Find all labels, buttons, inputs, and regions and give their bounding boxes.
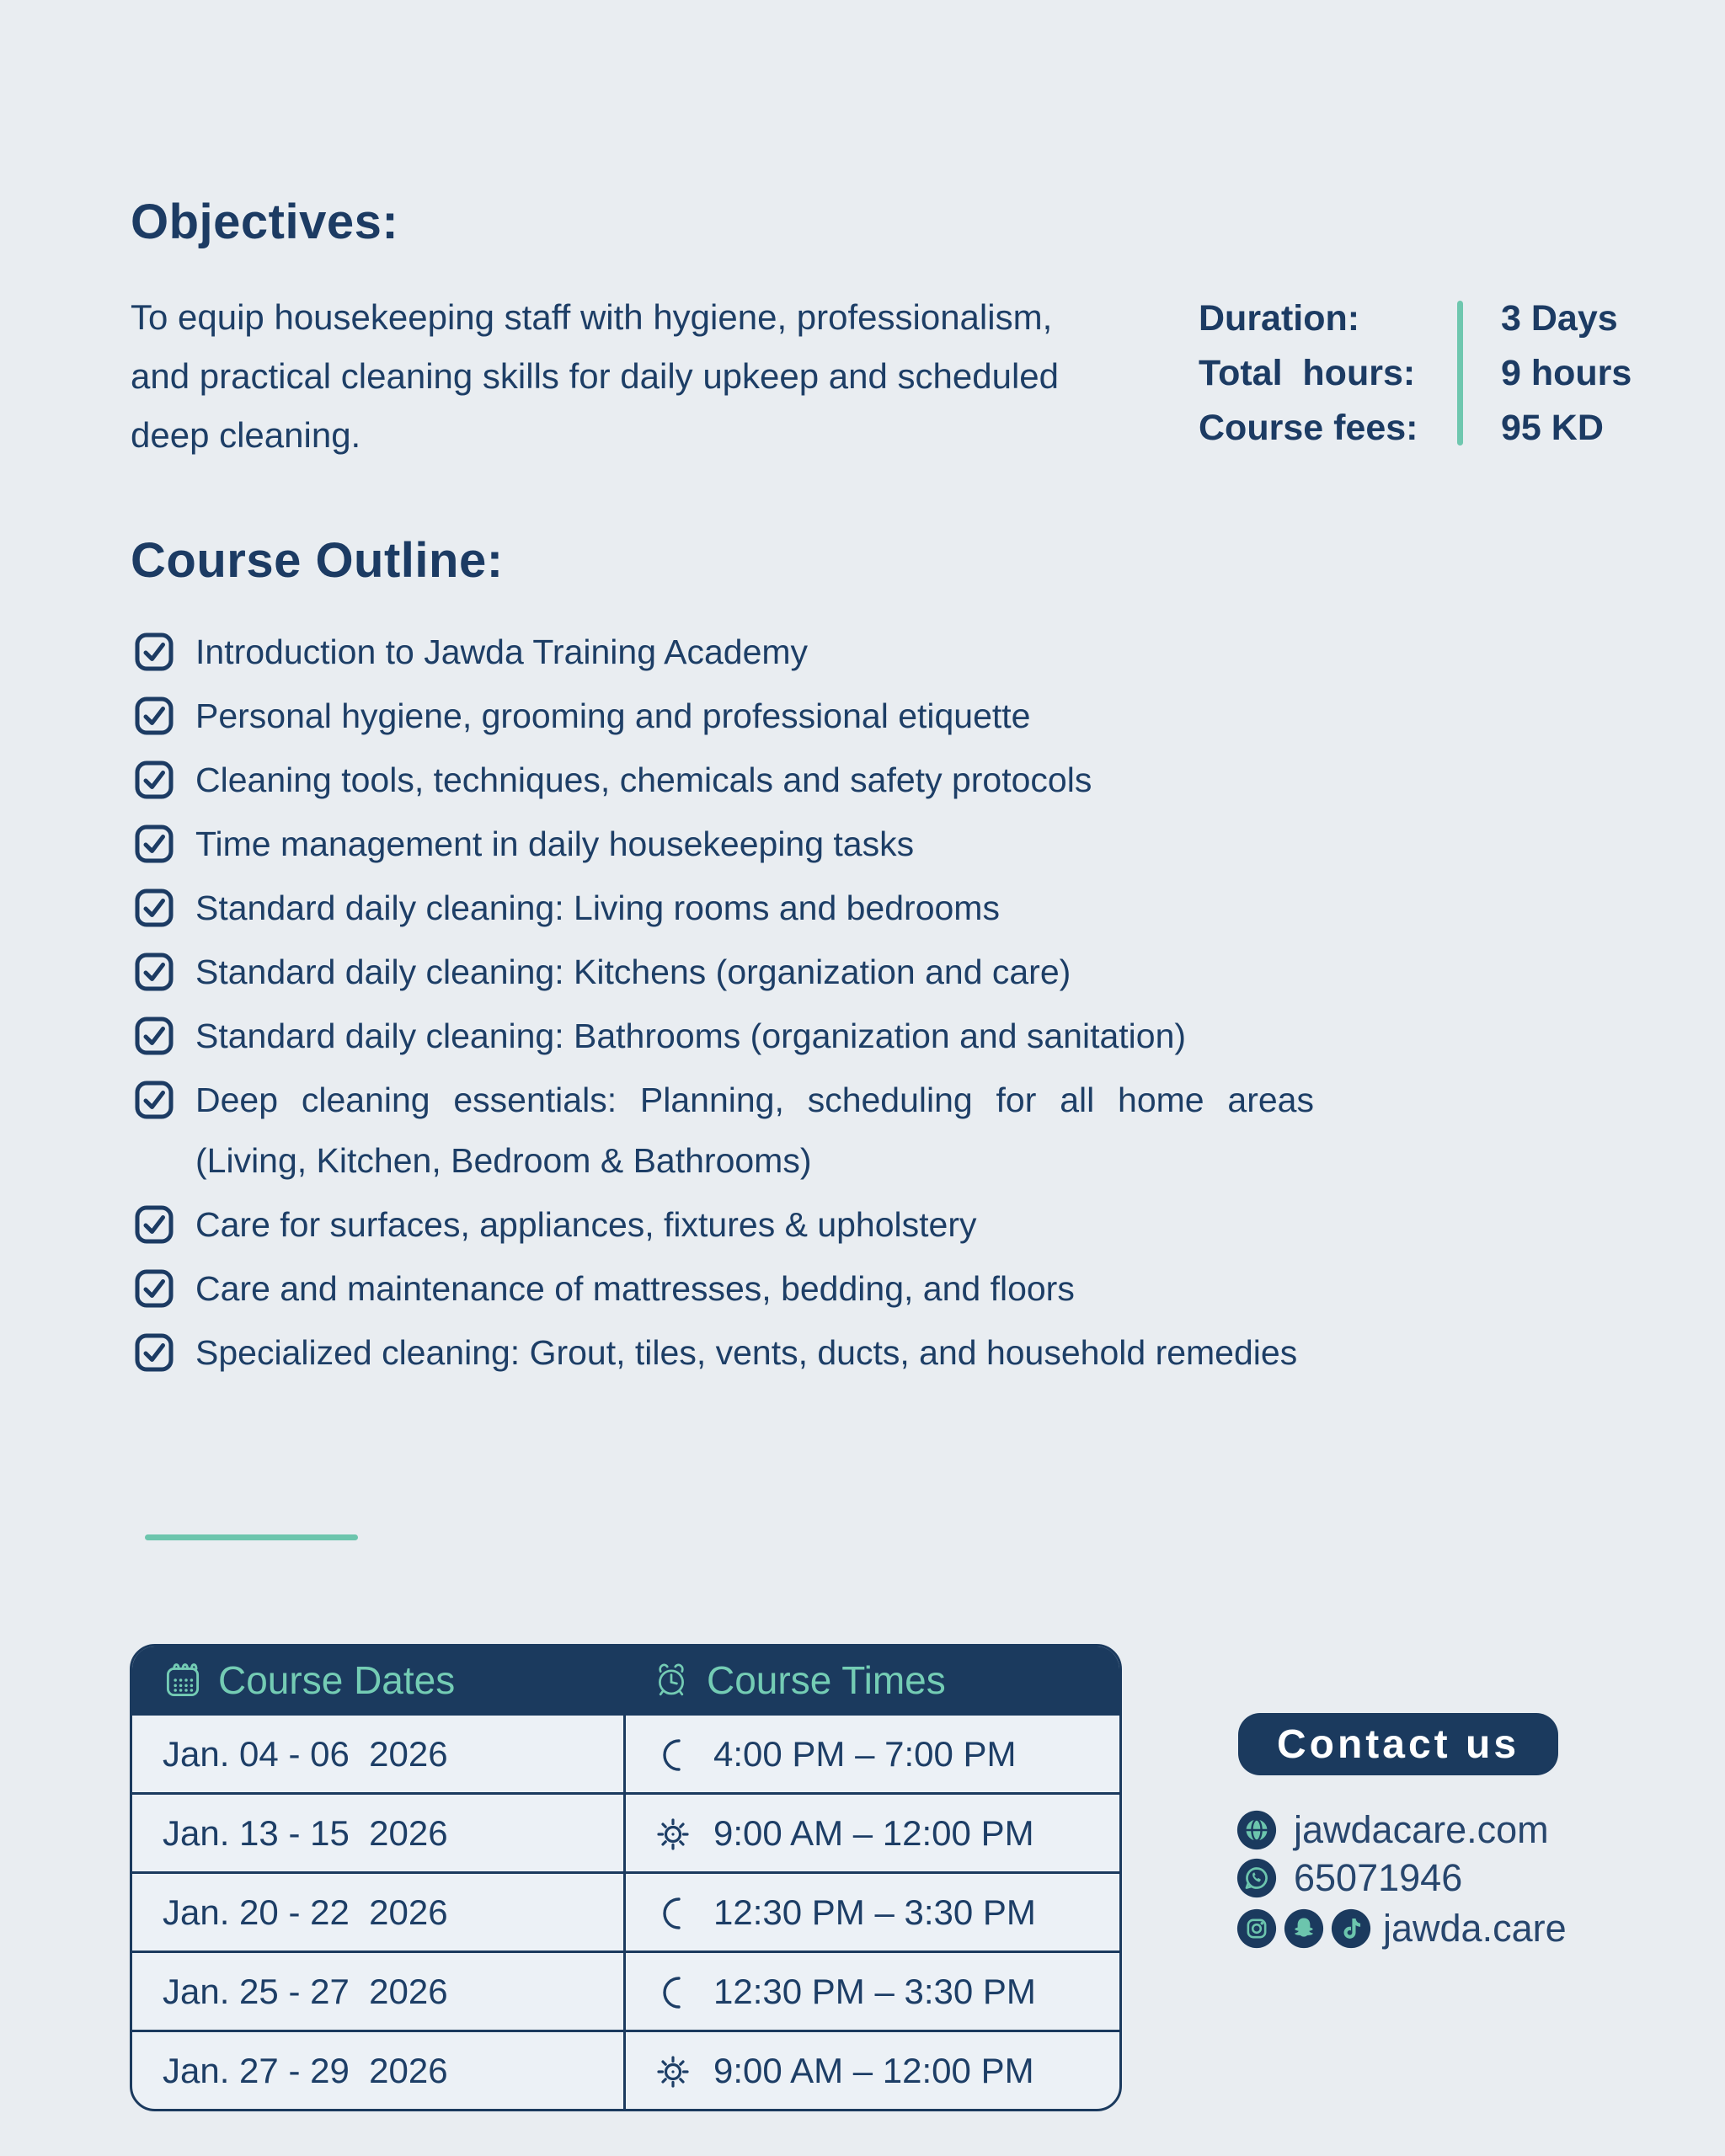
calendar-icon [163,1660,203,1700]
list-item [135,1258,1314,1319]
phone-label: 65071946 [1294,1856,1463,1899]
table-row [132,2030,1119,2109]
contact-us-button[interactable] [1238,1713,1558,1775]
whatsapp-contact[interactable] [1236,1856,1462,1900]
checkbox-icon [135,953,174,991]
snapchat-icon [1284,1908,1324,1949]
sun-icon [654,1815,692,1852]
time-label: 4:00 PM – 7:00 PM [713,1733,1017,1774]
website-link[interactable] [1236,1808,1549,1852]
list-item-label: Care and maintenance of mattresses, bedding, and floors [195,1269,1075,1308]
course-fees-value: 95 KD [1501,408,1604,448]
globe-icon [1236,1810,1277,1850]
checkbox-icon [135,696,174,735]
course-dates-header-label: Course Dates [218,1657,456,1702]
date-cell: Jan. 13 - 15 2026 [132,1795,626,1871]
checkbox-icon [135,760,174,799]
checkbox-icon [135,1269,174,1308]
checkbox-icon [135,1081,174,1119]
date-cell: Jan. 25 - 27 2026 [132,1953,626,2030]
website-label: jawdacare.com [1294,1808,1549,1851]
checkbox-icon [135,1205,174,1244]
time-cell [626,1716,1119,1792]
list-item-label: Personal hygiene, grooming and professional etiquette [195,696,1031,735]
time-label: 9:00 AM – 12:00 PM [713,1812,1034,1853]
table-row [132,1713,1119,1792]
moon-icon [654,1736,692,1773]
course-info-box [1199,296,1632,450]
list-item-label: Deep cleaning essentials: Planning, scheduling for all home areas (Living, Kitchen, Bedroom & Bathrooms) [195,1081,1314,1180]
instagram-icon [1236,1908,1277,1949]
time-label: 12:30 PM – 3:30 PM [713,1971,1036,2011]
date-cell: Jan. 20 - 22 2026 [132,1874,626,1951]
time-label: 12:30 PM – 3:30 PM [713,1892,1036,1932]
course-outline-heading: Course Outline: [131,533,504,588]
moon-icon [654,1973,692,2010]
list-item-label: Time management in daily housekeeping tasks [195,825,915,863]
checkbox-icon [135,825,174,863]
list-item [135,1070,1314,1191]
checkbox-icon [135,1333,174,1372]
list-item [135,1322,1314,1383]
contact-us-label: Contact us [1277,1721,1520,1767]
list-item [135,878,1314,938]
table-row [132,1871,1119,1951]
date-cell: Jan. 27 - 29 2026 [132,2032,626,2109]
total-hours-label: Total hours: [1199,353,1416,393]
list-item-label: Specialized cleaning: Grout, tiles, vents, ducts, and household remedies [195,1333,1298,1372]
course-times-header-label: Course Times [707,1657,946,1702]
list-item-label: Standard daily cleaning: Bathrooms (organization and sanitation) [195,1017,1187,1055]
list-item [135,686,1314,746]
whatsapp-icon [1236,1858,1277,1898]
tiktok-icon [1331,1908,1371,1949]
duration-label: Duration: [1199,298,1360,339]
moon-icon [654,1894,692,1931]
list-item [135,942,1314,1002]
total-hours-value: 9 hours [1501,353,1632,393]
list-item [135,814,1314,874]
sun-icon [654,2052,692,2089]
list-item-label: Standard daily cleaning: Living rooms and bedrooms [195,889,1000,927]
checkbox-icon [135,632,174,671]
course-outline-list [135,622,1314,1386]
checkbox-icon [135,1017,174,1055]
section-divider [145,1534,358,1540]
social-links[interactable] [1236,1907,1567,1951]
objectives-paragraph: To equip housekeeping staff with hygiene, professionalism, and practical cleaning skills for daily upkeep and scheduled deep cleaning. [131,297,1060,455]
objectives-heading: Objectives: [131,195,399,249]
table-row [132,1951,1119,2030]
alarm-clock-icon [651,1660,692,1700]
list-item [135,1006,1314,1066]
info-divider [1457,301,1463,446]
list-item-label: Care for surfaces, appliances, fixtures & upholstery [195,1205,977,1244]
time-cell [626,1795,1119,1871]
course-times-header-cell [626,1646,1119,1713]
course-dates-header-cell [132,1646,626,1713]
checkbox-icon [135,889,174,927]
duration-value: 3 Days [1501,298,1618,339]
list-item-label: Standard daily cleaning: Kitchens (organization and care) [195,953,1071,991]
course-fees-label: Course fees: [1199,408,1418,448]
schedule-table-header [132,1646,1119,1713]
schedule-table [130,1644,1122,2111]
table-row [132,1792,1119,1871]
list-item [135,1194,1314,1255]
time-cell [626,2032,1119,2109]
list-item [135,622,1314,682]
date-cell: Jan. 04 - 06 2026 [132,1716,626,1792]
list-item-label: Introduction to Jawda Training Academy [195,632,809,671]
time-cell [626,1953,1119,2030]
time-cell [626,1874,1119,1951]
social-handle-label: jawda.care [1383,1907,1567,1950]
list-item-label: Cleaning tools, techniques, chemicals and safety protocols [195,760,1092,799]
list-item [135,750,1314,810]
time-label: 9:00 AM – 12:00 PM [713,2050,1034,2090]
